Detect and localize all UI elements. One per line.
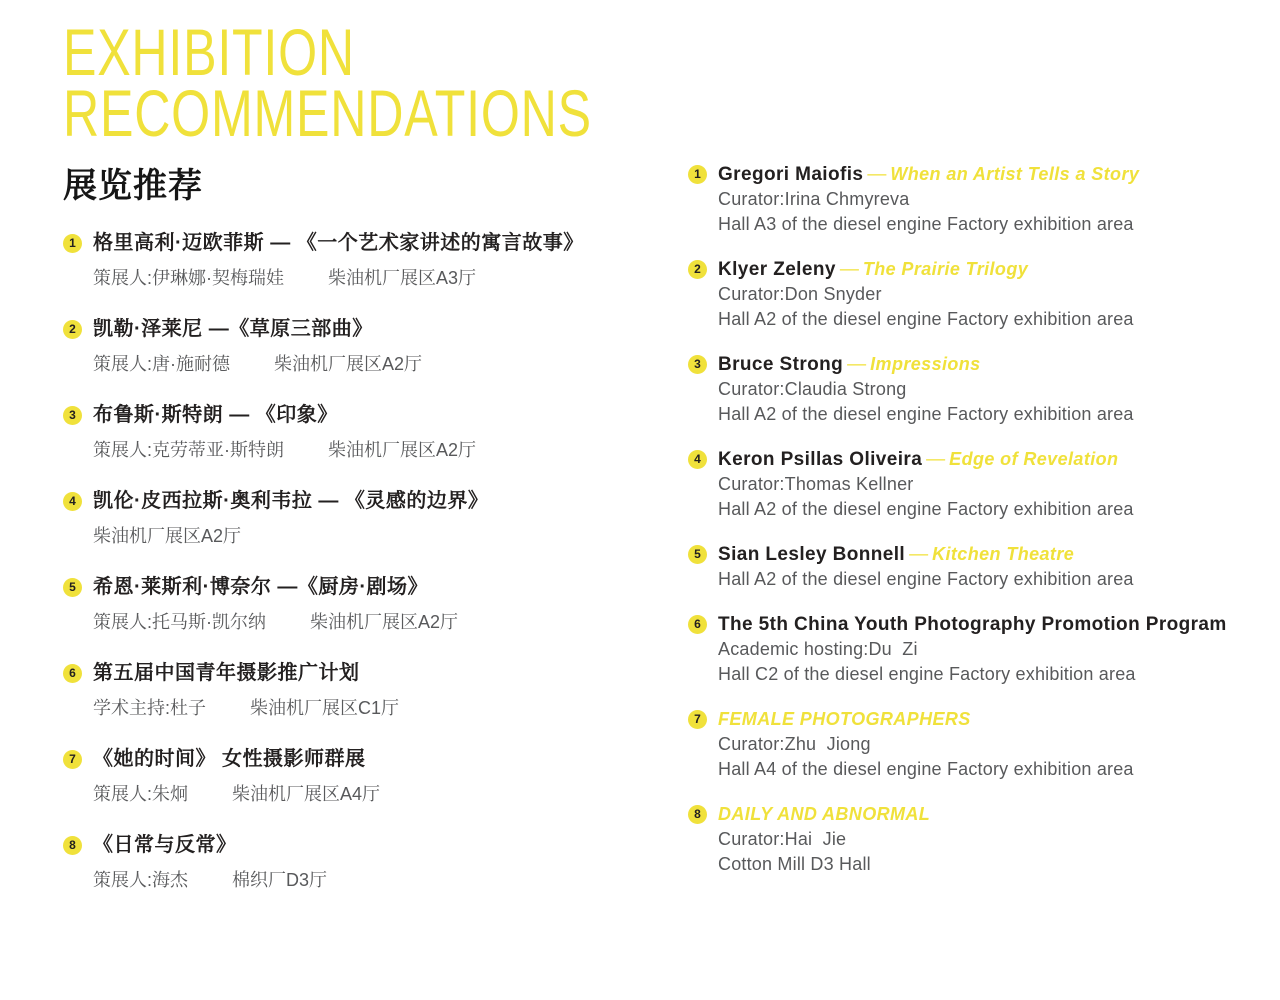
item-meta-cn — [93, 869, 638, 891]
item-meta-cn — [93, 525, 638, 547]
item-detail-line: Hall C2 of the diesel engine Factory exhibition area — [718, 664, 1136, 684]
exhibition-item-en — [688, 707, 1248, 782]
page-subtitle-chinese: 展览推荐 — [63, 167, 203, 205]
item-head — [688, 257, 1248, 282]
item-title-cn: 布鲁斯·斯特朗 — 《印象》 — [93, 404, 338, 426]
english-exhibition-list — [688, 162, 1248, 897]
item-title-cn: 《她的时间》 女性摄影师群展 — [93, 748, 366, 770]
item-meta-segment: 策展人:克劳蒂亚·斯特朗 — [93, 440, 284, 460]
item-head — [63, 403, 638, 428]
item-head — [688, 802, 1248, 827]
number-badge: 2 — [688, 260, 707, 279]
item-meta-segment: 柴油机厂展区C1厅 — [250, 698, 400, 718]
item-title-en: FEMALE PHOTOGRAPHERS — [718, 709, 971, 729]
item-details-en — [718, 567, 1248, 592]
number-badge: 3 — [63, 406, 82, 425]
artist-name: Keron Psillas Oliveira — [718, 449, 923, 470]
item-details-en — [718, 187, 1248, 237]
exhibition-item-cn — [63, 575, 638, 633]
number-badge: 4 — [63, 492, 82, 511]
item-head — [63, 747, 638, 772]
dash-separator: — — [909, 544, 929, 565]
item-head — [63, 489, 638, 514]
exhibition-item-cn — [63, 833, 638, 891]
item-head — [63, 575, 638, 600]
dash-separator: — — [847, 354, 867, 375]
item-meta-cn — [93, 353, 638, 375]
number-badge: 5 — [63, 578, 82, 597]
item-title-cn: 凯伦·皮西拉斯·奥利韦拉 — 《灵感的边界》 — [93, 490, 489, 512]
number-badge: 3 — [688, 355, 707, 374]
item-head — [63, 317, 638, 342]
item-title-cn: 希恩·莱斯利·博奈尔 —《厨房·剧场》 — [93, 576, 429, 598]
exhibition-item-en — [688, 162, 1248, 237]
number-badge: 7 — [688, 710, 707, 729]
artist-name: Bruce Strong — [718, 354, 844, 375]
item-title-en: DAILY AND ABNORMAL — [718, 804, 931, 824]
item-title-en: Kitchen Theatre — [932, 544, 1075, 564]
exhibition-item-en — [688, 542, 1248, 592]
item-meta-segment: 柴油机厂展区A2厅 — [274, 354, 423, 374]
item-details-en — [718, 827, 1248, 877]
item-meta-cn — [93, 783, 638, 805]
page-title-line2: RECOMMENDATIONS — [63, 76, 592, 150]
artist-name: Sian Lesley Bonnell — [718, 544, 906, 565]
item-meta-segment: 策展人:海杰 — [93, 870, 189, 890]
item-detail-line: Curator:Zhu Jiong — [718, 734, 871, 754]
item-head — [63, 231, 638, 256]
number-badge: 8 — [63, 836, 82, 855]
exhibition-item-cn — [63, 489, 638, 547]
item-head — [63, 661, 638, 686]
exhibition-item-cn — [63, 661, 638, 719]
item-meta-segment: 柴油机厂展区A2厅 — [93, 526, 242, 546]
item-details-en — [718, 377, 1248, 427]
dash-separator: — — [867, 164, 887, 185]
item-head — [688, 542, 1248, 567]
item-detail-line: Hall A2 of the diesel engine Factory exhibition area — [718, 569, 1134, 589]
item-meta-cn — [93, 267, 638, 289]
item-meta-cn — [93, 439, 638, 461]
item-meta-cn — [93, 611, 638, 633]
item-meta-segment: 柴油机厂展区A2厅 — [328, 440, 477, 460]
exhibition-item-en — [688, 257, 1248, 332]
item-head — [688, 162, 1248, 187]
item-title-cn: 格里高利·迈欧菲斯 — 《一个艺术家讲述的寓言故事》 — [93, 232, 584, 254]
item-title-en: Edge of Revelation — [949, 449, 1119, 469]
item-meta-segment: 学术主持:杜子 — [93, 698, 207, 718]
item-detail-line: Hall A3 of the diesel engine Factory exhibition area — [718, 214, 1134, 234]
exhibition-item-cn — [63, 317, 638, 375]
item-meta-segment: 策展人:托马斯·凯尔纳 — [93, 612, 266, 632]
item-meta-segment: 柴油机厂展区A3厅 — [328, 268, 477, 288]
item-details-en — [718, 282, 1248, 332]
item-head — [688, 612, 1248, 637]
item-title-cn: 《日常与反常》 — [93, 834, 237, 856]
number-badge: 5 — [688, 545, 707, 564]
chinese-exhibition-list — [63, 231, 638, 919]
item-detail-line: Curator:Irina Chmyreva — [718, 189, 910, 209]
number-badge: 8 — [688, 805, 707, 824]
item-details-en — [718, 472, 1248, 522]
item-title-en: When an Artist Tells a Story — [890, 164, 1140, 184]
number-badge: 4 — [688, 450, 707, 469]
exhibition-item-cn — [63, 231, 638, 289]
item-meta-segment: 策展人:朱炯 — [93, 784, 189, 804]
number-badge: 6 — [688, 615, 707, 634]
item-title-cn: 凯勒·泽莱尼 —《草原三部曲》 — [93, 318, 373, 340]
item-details-en — [718, 637, 1248, 687]
item-title-en: Impressions — [870, 354, 981, 374]
artist-name: The 5th China Youth Photography Promotion Program — [718, 614, 1227, 635]
artist-name: Klyer Zeleny — [718, 259, 836, 280]
item-head — [688, 707, 1248, 732]
item-details-en — [718, 732, 1248, 782]
item-meta-segment: 策展人:唐·施耐德 — [93, 354, 230, 374]
item-title-cn: 第五届中国青年摄影推广计划 — [93, 662, 360, 684]
item-detail-line: Curator:Claudia Strong — [718, 379, 907, 399]
item-detail-line: Hall A4 of the diesel engine Factory exhibition area — [718, 759, 1134, 779]
item-detail-line: Hall A2 of the diesel engine Factory exhibition area — [718, 404, 1134, 424]
exhibition-item-en — [688, 352, 1248, 427]
item-meta-segment: 柴油机厂展区A4厅 — [232, 784, 381, 804]
number-badge: 1 — [63, 234, 82, 253]
item-meta-segment: 棉织厂D3厅 — [232, 870, 328, 890]
exhibition-item-en — [688, 447, 1248, 522]
number-badge: 2 — [63, 320, 82, 339]
item-title-en: The Prairie Trilogy — [862, 259, 1029, 279]
item-detail-line: Curator:Hai Jie — [718, 829, 847, 849]
exhibition-item-cn — [63, 403, 638, 461]
item-detail-line: Academic hosting:Du Zi — [718, 639, 918, 659]
number-badge: 7 — [63, 750, 82, 769]
number-badge: 6 — [63, 664, 82, 683]
exhibition-item-en — [688, 802, 1248, 877]
item-detail-line: Curator:Thomas Kellner — [718, 474, 914, 494]
item-meta-segment: 柴油机厂展区A2厅 — [310, 612, 459, 632]
artist-name: Gregori Maiofis — [718, 164, 864, 185]
dash-separator: — — [926, 449, 946, 470]
dash-separator: — — [839, 259, 859, 280]
page-title — [63, 15, 592, 150]
item-head — [688, 352, 1248, 377]
exhibition-item-en — [688, 612, 1248, 687]
number-badge: 1 — [688, 165, 707, 184]
item-detail-line: Hall A2 of the diesel engine Factory exhibition area — [718, 499, 1134, 519]
page-title-line1: EXHIBITION — [63, 15, 355, 89]
item-detail-line: Hall A2 of the diesel engine Factory exhibition area — [718, 309, 1134, 329]
item-detail-line: Cotton Mill D3 Hall — [718, 854, 871, 874]
item-detail-line: Curator:Don Snyder — [718, 284, 882, 304]
item-head — [688, 447, 1248, 472]
exhibition-item-cn — [63, 747, 638, 805]
item-meta-cn — [93, 697, 638, 719]
item-head — [63, 833, 638, 858]
item-meta-segment: 策展人:伊琳娜·契梅瑞娃 — [93, 268, 284, 288]
